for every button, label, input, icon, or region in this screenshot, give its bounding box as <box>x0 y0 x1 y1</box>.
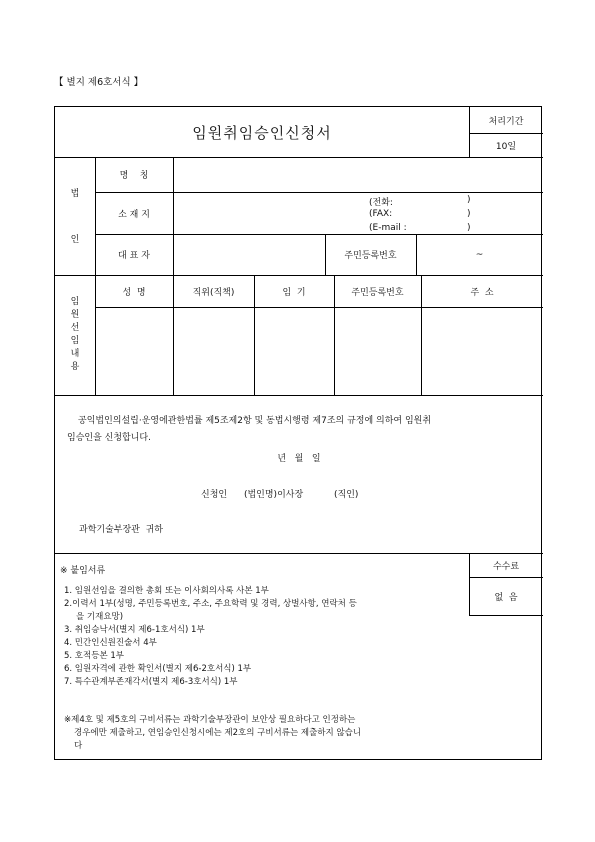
col-header-rrn: 주민등록번호 <box>351 287 404 298</box>
list-item: 1. 임원선임을 결의한 총회 또는 이사회의사록 사본 1부 <box>64 586 269 596</box>
fee-label: 수수료 <box>492 561 520 572</box>
list-item: 5. 호적등본 1부 <box>64 651 124 661</box>
list-item: 6. 임원자격에 관한 확인서(별지 제6-2호서식) 1부 <box>64 664 252 674</box>
appointee-rrn-cell[interactable] <box>334 307 421 395</box>
statement-text: 공익법인의설립·운영에관한법률 제5조제2항 및 동법시행령 제7조의 규정에 의하여 임원취 임승인을 신청합니다. <box>67 416 432 443</box>
appointee-position-cell[interactable] <box>173 307 254 395</box>
email-line: (E-mail : ) <box>369 223 471 233</box>
attachments-list <box>64 585 464 689</box>
processing-period-value: 10일 <box>495 141 517 152</box>
representative-field[interactable] <box>173 234 325 275</box>
addressee: 과학기술부장관 귀하 <box>79 525 163 535</box>
appointee-name-cell[interactable] <box>95 307 173 395</box>
address-field[interactable] <box>173 192 543 234</box>
date-line: 년 월 일 <box>277 453 321 464</box>
appointee-term-cell[interactable] <box>254 307 334 395</box>
form-title: 임원취임승인신청서 <box>192 123 332 142</box>
col-header-position: 직위(직책) <box>192 287 235 298</box>
name-label: 명 칭 <box>119 171 149 181</box>
list-item: 2.이력서 1부(성명, 주민등록번호, 주소, 주요학력 및 경력, 상벌사항, 연락처 등 <box>64 599 357 609</box>
col-header-address: 주 소 <box>470 287 494 298</box>
appointee-address-cell[interactable] <box>421 307 543 395</box>
list-item-cont: 을 기재요망) <box>76 612 124 622</box>
application-form <box>54 106 542 760</box>
rep-rrn-label: 주민등록번호 <box>344 251 397 261</box>
list-item: 4. 민간인신원진술서 4부 <box>64 638 157 648</box>
fee-value: 없 음 <box>494 592 518 603</box>
processing-period-label: 처리기간 <box>488 116 524 127</box>
attachments-note: ※제4호 및 제5호의 구비서류는 과학기술부장관이 보안상 필요하다고 인정하는 경우에만 제출하고, 연임승인신청시에는 제2호의 구비서류는 제출하지 않습니 다 <box>64 715 362 751</box>
attachments-heading: ※ 붙임서류 <box>60 566 106 576</box>
name-field[interactable] <box>173 157 543 192</box>
col-header-name: 성 명 <box>122 287 146 298</box>
fax-line: (FAX: ) <box>369 209 471 219</box>
list-item: 3. 취임승낙서(별지 제6-1호서식) 1부 <box>64 625 205 635</box>
applicant-line: 신청인 (법인명)이사장 (직인) <box>201 490 359 500</box>
phone-line: (전화: ) <box>369 195 471 208</box>
form-label: 【 별지 제6호서식 】 <box>54 77 144 88</box>
col-header-term: 임 기 <box>282 287 306 298</box>
representative-label: 대 표 자 <box>118 251 150 261</box>
appointment-section-label: 임 원 선 임 내 용 <box>70 297 80 372</box>
list-item: 7. 특수관계부존재각서(별지 제6-3호서식) 1부 <box>64 677 238 687</box>
address-label: 소 재 지 <box>118 209 150 220</box>
corporation-section-label: 법 인 <box>70 188 80 245</box>
rep-rrn-field[interactable]: ~ <box>475 249 484 260</box>
